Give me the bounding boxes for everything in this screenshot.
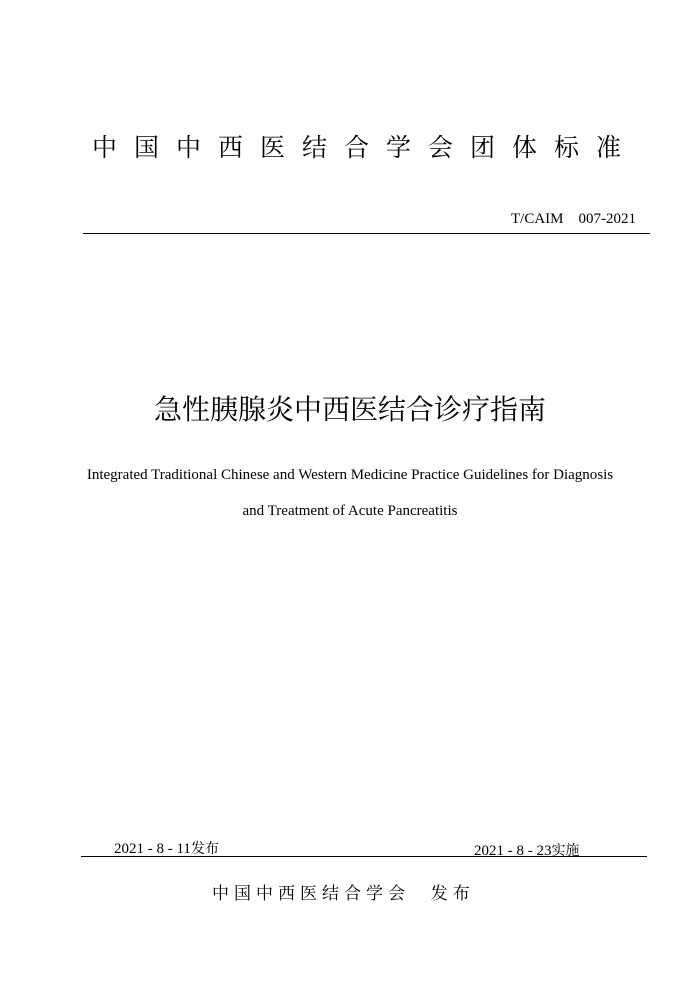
chinese-title: 急性胰腺炎中西医结合诊疗指南 (153, 393, 546, 426)
publisher-line: 中国中西医结合学会 发布 (212, 884, 475, 904)
effective-date-block (474, 840, 580, 860)
issue-label: 发布 (190, 841, 219, 857)
effective-date: 2021 - 8 - 23 (474, 843, 552, 859)
issue-date: 2021 - 8 - 11 (114, 841, 191, 857)
header-divider (83, 233, 650, 234)
effective-label: 实施 (551, 843, 580, 859)
english-title-line-2: and Treatment of Acute Pancreatitis (242, 503, 458, 519)
issue-date-block (114, 838, 219, 858)
organization-standard-heading: 中国中西医结合学会团体标准 (91, 133, 638, 162)
footer-divider (81, 856, 647, 857)
english-title-line-1: Integrated Traditional Chinese and Western Medicine Practice Guidelines for Diagnosis (86, 467, 614, 483)
standard-number: T/CAIM 007-2021 (511, 211, 636, 227)
